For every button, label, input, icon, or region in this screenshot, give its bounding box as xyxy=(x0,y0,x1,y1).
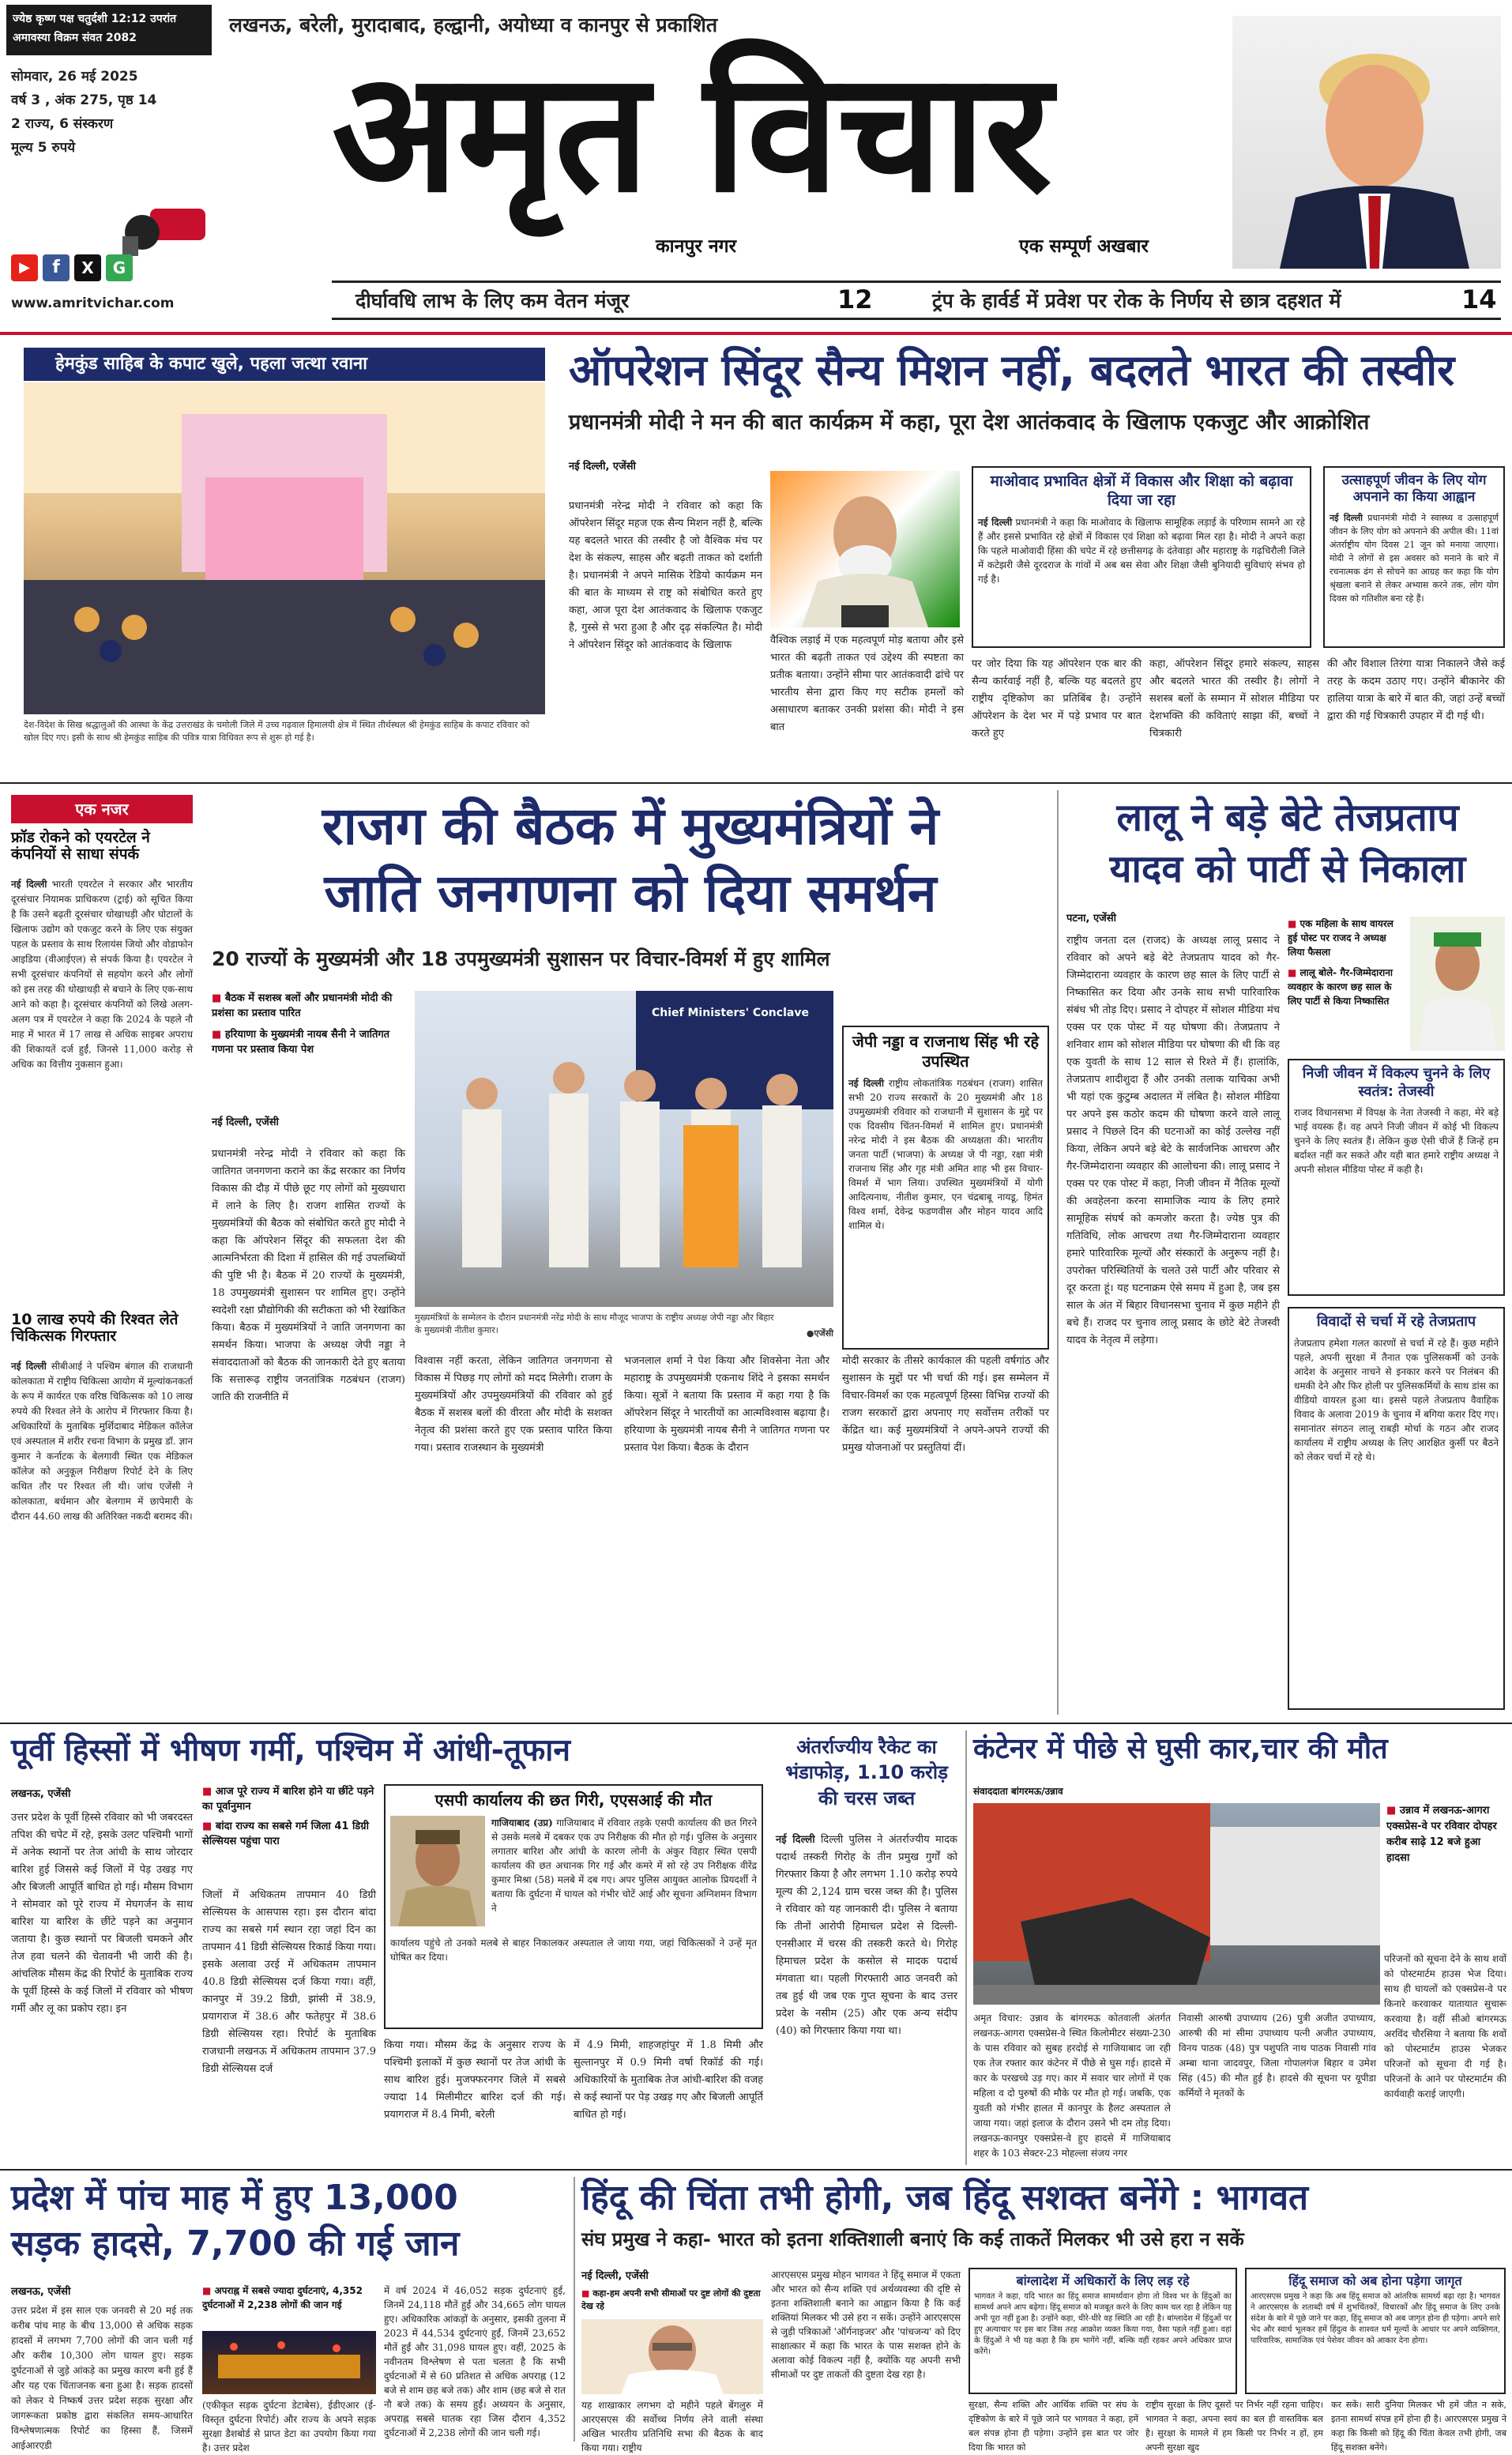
container-dateline: संवाददाता बांगरमऊ/उन्नाव xyxy=(973,1786,1063,1797)
bangladesh-body: भागवत ने कहा, यदि भारत का हिंदू समाज सामर्थ्यवान होगा तो विश्व भर के हिंदुओं का सामर्थ्य अपने आप बढ़ेगा। हिंदू समाज को मजबूत करने के लिए काम चल रहा है लेकिन यह अभी पूरा नहीं हुआ है। उन्होंने कहा, धीरे-धीरे वह स्थिति आ रही है। बांग्लादेश में हिंदुओं पर हुए अत्याचार पर इस बार जिस तरह आक्रोश व्यक्त किया गया, वैसा पहले नहीं हुआ। वहां के हिंदुओं ने भी यह कहा है कि हम भागेंगे नहीं, बल्कि वहीं रहकर अपने अधिकार प्राप्त करेंगे। xyxy=(974,2292,1232,2356)
ek-nazar-item2-title: 10 लाख रुपये की रिश्वत लेते चिकित्सक गिरफ्तार xyxy=(11,1311,179,1345)
container-photo xyxy=(973,1803,1380,2005)
yoga-title: उत्साहपूर्ण जीवन के लिए योग अपनाने का किया आह्वान xyxy=(1341,473,1487,506)
lead-col-1: प्रधानमंत्री नरेन्द्र मोदी ने रविवार को कहा कि ऑपरेशन सिंदूर महज एक सैन्य मिशन नहीं है, बल्कि यह बदलते भारत की तस्वीर है जो वैश्विक मंच पर देश के संकल्प, साहस और बढ़ती ताकत को दर्शाती है। प्रधानमंत्री ने अपने मासिक रेडियो कार्यक्रम मन की बात के माध्यम से राष्ट्र को संबोधित करते हुए कहा, आज पूरा देश आतंकवाद के खिलाफ एकजुट है, गुस्से से भरा हुआ है और दृढ़ संकल्पित है। मोदी ने ऑपरेशन सिंदूर को आतंकवाद के खिलाफ xyxy=(569,500,762,651)
date-info xyxy=(11,65,216,168)
nadda-dateline: नई दिल्ली xyxy=(848,1078,884,1089)
tejashwi-body: राजद विधानसभा में विपक्ष के नेता तेजस्वी ने कहा, मेरे बड़े भाई वयस्क हैं। वह अपने निजी जीवन में कोई भी विकल्प चुनने के लिए स्वतंत्र हैं। लेकिन कुछ ऐसी चीजें हैं जिन्हें हम बर्दाश्त नहीं कर सकते और यही बात हमारे राष्ट्रीय अध्यक्ष ने अपनी सोशल मीडिया पोस्ट में कही है। xyxy=(1294,1107,1499,1175)
sp-office-body-2: कार्यालय पहुंचे तो उनको मलबे से बाहर निकालकर अस्पताल ले जाया गया, जहां चिकित्सकों ने उन्हें मृत घोषित कर दिया। xyxy=(390,1937,757,1963)
sp-office-box xyxy=(384,1784,763,2029)
teaser-1[interactable]: दीर्घावधि लाभ के लिए कम वेतन मंजूर xyxy=(355,289,630,312)
controversy-body: तेजप्रताप हमेशा गलत कारणों से चर्चा में रहे हैं। कुछ महीने पहले, अपनी सुरक्षा में तैनात एक पुलिसकर्मी को उनके आदेश के अनुसार नाचने से इनकार करने पर निलंबन की धमकी देने और फिर होली पर पुलिसकर्मियों के साथ डांस का वीडियो वायरल हुआ था। इससे पहले तेजप्रताप वैवाहिक विवाद के अलावा 2019 के चुनाव में बगिया करार दिए गए। समानांतर संगठन लालू राबड़ी मोर्चा के गठन और राजद कार्यालय में राष्ट्रीय अध्यक्ष के लिए आरक्षित कुर्सी पर बैठने को लेकर चर्चा में रहे थे। xyxy=(1294,1337,1499,1463)
hemkund-caption: देश-विदेश के सिख श्रद्धालुओं की आस्था के केंद्र उत्तराखंड के चमोली जिले में उच्च गढ़वाल हिमालयी क्षेत्र में स्थित तीर्थस्थल श्री हेमकुंड साहिब के कपाट रविवार को खोल दिए गए। इसी के साथ श्री हेमकुंड साहिब की पवित्र यात्रा विधिवत रूप से शुरू हो गई है। xyxy=(24,720,530,743)
accidents-headline-2: सड़क हादसे, 7,700 की गई जान xyxy=(11,2223,460,2264)
rajag-bullet-1: ■ बैठक में सशस्त्र बलों और प्रधानमंत्री मोदी की प्रशंसा का प्रस्ताव पारित xyxy=(212,991,401,1021)
bhagwat-headline: हिंदू की चिंता तभी होगी, जब हिंदू सशक्त बनेंगे : भागवत xyxy=(581,2178,1309,2218)
states-line: 2 राज्य, 6 संस्करण xyxy=(11,116,114,132)
accidents-dateline: लखनऊ, एजेंसी xyxy=(11,2286,71,2298)
ek-nazar-item1-dateline: नई दिल्ली xyxy=(11,879,47,890)
rajag-headline-1: राजग की बैठक में मुख्यमंत्रियों ने xyxy=(322,796,939,857)
tejpratap-photo xyxy=(1410,917,1505,1051)
heat-bullet-1: ■ आज पूरे राज्य में बारिश होने या छींटे पड़ने का पूर्वानुमान xyxy=(202,1784,376,1814)
bhagwat-subhead: संघ प्रमुख ने कहा- भारत को इतना शक्तिशाली बनाएं कि कई ताकतें मिलकर भी उसे हरा न सकें xyxy=(581,2228,1244,2250)
rajag-headline-2: जाति जनगणना को दिया समर्थन xyxy=(324,863,937,924)
accidents-headline-1: प्रदेश में पांच माह में हुए 13,000 xyxy=(11,2178,458,2218)
lalu-dateline: पटना, एजेंसी xyxy=(1066,913,1116,924)
panchang-box xyxy=(6,5,212,55)
teaser-1-page: 12 xyxy=(837,284,873,314)
nadda-title: जेपी नड्डा व राजनाथ सिंह भी रहे उपस्थित xyxy=(852,1032,1040,1071)
teaser-2-page: 14 xyxy=(1461,284,1497,314)
facebook-icon[interactable]: f xyxy=(43,254,70,281)
heat-dateline: लखनऊ, एजेंसी xyxy=(11,1788,71,1800)
hindu-samaj-title: हिंदू समाज को अब होना पड़ेगा जागृत xyxy=(1288,2273,1462,2288)
rajag-col-4: मोदी सरकार के तीसरे कार्यकाल की पहली वर्षगांठ और सुशासन के मुद्दों पर भी चर्चा की गई। इस सम्मेलन में विचार-विमर्श का एक महत्वपूर्ण हिस्सा विभिन्न राज्यों की राजग सरकारों द्वारा अपनाए गए सर्वोत्तम तरीकों पर केंद्रित था। कई मुख्यमंत्रियों ने अपने-अपने राज्यों की प्रमुख योजनाओं पर प्रस्तुतियां दीं। xyxy=(842,1355,1049,1454)
nadda-body: राष्ट्रीय लोकतांत्रिक गठबंधन (राजग) शासित सभी 20 राज्य सरकारों के 20 मुख्यमंत्री और 18 उपमुख्यमंत्री रविवार को राजधानी में सुशासन के मुद्दे पर एक दिवसीय चिंतन-विमर्श में शामिल हुए। प्रधानमंत्री नरेन्द्र मोदी ने इस बैठक की अध्यक्षता की। भारतीय जनता पार्टी (भाजपा) के अध्यक्ष जे पी नड्डा, रक्षा मंत्री राजनाथ सिंह और गृह मंत्री अमित शाह भी इस विचार-विमर्श में भाग लिया। उपस्थित मुख्यमंत्रियों में योगी आदित्यनाथ, नीतीश कुमार, एन चंद्रबाबू नायडू, हिमंत विश्व शर्मा, देवेन्द्र फडणवीस और मोहन यादव आदि शामिल थे। xyxy=(848,1078,1043,1231)
rajag-photo-credit: ●एजेंसी xyxy=(806,1328,833,1339)
website-url[interactable]: www.amritvichar.com xyxy=(11,296,175,311)
rajag-col-1: प्रधानमंत्री नरेन्द्र मोदी ने रविवार को कहा कि जातिगत जनगणना कराने का केंद्र सरकार का निर्णय विकास की दौड़ में पीछे छूट गए लोगों को मुख्यधारा में लाने के लिए है। राजग शासित राज्यों के मुख्यमंत्रियों की बैठक को संबोधित करते हुए मोदी ने कहा कि ऑपरेशन सिंदूर की सफलता देश की आत्मनिर्भरता की दिशा में हासिल की गई उपलब्धियों की पुष्टि भी है। बैठक में 20 राज्यों के मुख्यमंत्री, 18 उपमुख्यमंत्री सुशासन पर शामिल हुए। उन्होंने स्वदेशी रक्षा प्रौद्योगिकी की सटीकता को भी रेखांकित किया। बैठक में मुख्यमंत्रियों ने जाति जनगणना का समर्थन किया। भाजपा के अध्यक्ष जेपी नड्डा ने संवाददाताओं को बैठक की जानकारी देते हुए बताया कि सत्तारूढ़ राष्ट्रीय जनतांत्रिक गठबंधन (राजग) जाति की राजनीति में xyxy=(212,1148,405,1403)
tejashwi-box xyxy=(1288,1059,1505,1296)
hindu-samaj-box xyxy=(1245,2268,1506,2394)
maoist-body: प्रधानमंत्री ने कहा कि माओवाद के खिलाफ सामूहिक लड़ाई के परिणाम सामने आ रहे हैं और इससे प्रभावित रहे क्षेत्रों में विकास एवं शिक्षा को बढ़ावा मिल रहा है। मोदी ने अपने कहा कि पहले माओवादी हिंसा की चपेट में रहे छत्तीसगढ़ के दंतेवाड़ा और महाराष्ट्र के गढ़चिरौली जिले में कटेझरी जैसे दूरदराज के गांवों में अब बस सेवा और शिक्षा जैसी बुनियादी सुविधाएं संभव हो गई है। xyxy=(978,516,1305,585)
youtube-icon[interactable]: ▶ xyxy=(11,254,38,281)
ek-nazar-label: एक नजर xyxy=(11,795,193,823)
masthead-title: अमृत विचार xyxy=(332,34,1051,229)
hemkund-photo xyxy=(24,382,545,714)
maoist-box xyxy=(972,466,1311,648)
sp-office-photo xyxy=(390,1816,485,1926)
rajag-subhead: 20 राज्यों के मुख्यमंत्री और 18 उपमुख्यमंत्री सुशासन पर विचार-विमर्श में हुए शामिल xyxy=(212,947,830,970)
bhagwat-col-2: आरएसएस प्रमुख मोहन भागवत ने हिंदू समाज में एकता और भारत को सैन्य शक्ति एवं अर्थव्यवस्था की दृष्टि से इतना शक्तिशाली बनाने का आह्वान किया है कि कई शक्तियां मिलकर भी उसे हरा न सकें। उन्होंने आरएसएस से जुड़ी पत्रिकाओं 'ऑर्गनाइजर' और 'पांचजन्य' को दिए साक्षात्कार में कहा कि भारत के पास सशक्त होने के अलावा कोई विकल्प नहीं है, क्योंकि यह अपनी सभी सीमाओं पर दुष्ट ताकतों की दुष्टता देख रहा है। xyxy=(771,2269,961,2380)
rajag-bullet-2: ■ हरियाणा के मुख्यमंत्री नायब सैनी ने जातिगत गणना पर प्रस्ताव किया पेश xyxy=(212,1027,401,1057)
sp-office-title: एसपी कार्यालय की छत गिरी, एएसआई की मौत xyxy=(434,1790,713,1809)
modi-photo xyxy=(770,471,960,627)
date-line: सोमवार, 26 मई 2025 xyxy=(11,69,138,85)
city-label: कानपुर नगर xyxy=(656,236,736,257)
ek-nazar-item1-title: फ्रॉड रोकने को एयरटेल ने कंपनियों से साधा संपर्क xyxy=(11,829,150,863)
rajag-col-2: विश्वास नहीं करता, लेकिन जातिगत जनगणना से विकास में पिछड़ गए लोगों को मदद मिलेगी। राजग के मुख्यमंत्रियों और उपमुख्यमंत्रियों की रविवार को हुई बैठक में सशस्त्र बलों की वीरता और मोदी के सशक्त नेतृत्व की प्रशंसा करते हुए एक प्रस्ताव पारित किया गया। प्रस्ताव राजस्थान के मुख्यमंत्री xyxy=(415,1355,612,1454)
yoga-dateline: नई दिल्ली xyxy=(1330,512,1363,523)
yoga-body: प्रधानमंत्री मोदी ने स्वास्थ्य व उत्साहपूर्ण जीवन के लिए योग को अपनाने की अपील की। 11वां अंतर्राष्ट्रीय योग दिवस 21 जून को मनाया जाएगा। मोदी ने लोगों से इस अवसर को मनाने के बारे में रचनात्मक ढंग से सोचने का आग्रह कर कहा कि योग श्रृंखला बनाने से लेकर अभ्यास करने तक, लोग योग दिवस को गतिशील बना रहे हैं। xyxy=(1330,512,1499,604)
nadda-box xyxy=(842,1026,1049,1350)
yoga-box xyxy=(1323,466,1505,648)
bhagwat-dateline: नई दिल्ली, एजेंसी xyxy=(581,2270,649,2282)
rajag-photo xyxy=(415,991,833,1307)
rajag-photo-caption: मुख्यमंत्रियों के सम्मेलन के दौरान प्रधानमंत्री नरेंद्र मोदी के साथ मौजूद भाजपा के राष्ट्रीय अध्यक्ष जेपी नड्डा और बिहार के मुख्यमंत्री नीतीश कुमार। xyxy=(415,1312,774,1335)
heat-col-3: किया गया। मौसम केंद्र के अनुसार राज्य के पश्चिमी इलाकों में कुछ स्थानों पर तेज आंधी के साथ बारिश हुई। मुजफ्फरनगर जिले में सबसे ज्यादा 14 मिलीमीटर बारिश दर्ज की गई। प्रयागराज में 8.4 मिमी, बरेली xyxy=(384,2039,566,2121)
container-col-2: निवासी आरुषी उपाध्याय (26) पुत्री अजीत उपाध्याय, आरुषी की मां सीमा उपाध्याय पत्नी अजीत उपाध्याय, विनय पाठक (48) पुत्र पशुपति नाथ पाठक निवासी गांव अम्बा थाना जादवपुर, जिला गोपालगंज बिहार व उमेश सिंह (45) की मौत हुई है। हादसे की सूचना पर यूपीडा कर्मियों ने मृतकों के xyxy=(1179,2013,1376,2099)
lead-headline: ऑपरेशन सिंदूर सैन्य मिशन नहीं, बदलते भारत की तस्वीर xyxy=(569,345,1455,395)
bhagwat-bullet-1: ■ कहा-हम अपनी सभी सीमाओं पर दुष्ट लोगों की दुष्टता देख रहे xyxy=(581,2287,763,2313)
controversy-title: विवादों से चर्चा में रहे तेजप्रताप xyxy=(1316,1313,1476,1330)
masthead-tagline: एक सम्पूर्ण अखबार xyxy=(1019,236,1149,257)
mic-logo xyxy=(118,193,213,256)
controversy-box xyxy=(1288,1307,1505,1710)
hindu-samaj-body: आरएसएस प्रमुख ने कहा कि अब हिंदू समाज को आंतरिक सामर्थ्य बढ़ा रहा है। भागवत ने आरएसएस के शताब्दी वर्ष में शुभचिंतकों, विचारकों और हिंदू समाज के लिए उनके संदेश के बारे में पूछे जाने पर कहा, हिंदू समाज को अब जागृत होना ही पड़ेगा। अपने सारे भेद और स्वार्थ भूलकर हमें हिंदुत्व के शाश्वत धर्म मूल्यों के आधार पर अपने व्यक्तिगत, पारिवारिक, सामाजिक एवं पेशेवर जीवन को आकार देना होगा। xyxy=(1251,2292,1500,2345)
container-col-3: परिजनों को सूचना देने के साथ शवों को पोस्टमार्टम हाउस भेज दिया। साथ ही घायलों को एक्सप्रेस-वे पर किनारे करवाकर यातायात सुचारू करवाया है। वहीं सीओ बांगरमऊ अरविंद चौरसिया ने बताया कि शवों को पोस्टमार्टम हाउस भेजकर परिजनों को सूचना दी गई है। परिजनों के आने पर पोस्टमार्टम की कार्यवाही कराई जाएगी। xyxy=(1384,1953,1506,2099)
lalu-headline-1: लालू ने बड़े बेटे तेजप्रताप xyxy=(1116,796,1459,840)
accidents-col-2: (एकीकृत सड़क दुर्घटना डेटाबेस), ईडीएआर (ई-विस्तृत दुर्घटना रिपोर्ट) और राज्य के अपने सड़क सुरक्षा डैशबोर्ड से प्राप्त डेटा का उपयोग किया गया है। उत्तर प्रदेश xyxy=(202,2400,376,2453)
issue-line: वर्ष 3 , अंक 275, पृष्ठ 14 xyxy=(11,92,157,108)
racket-body: दिल्ली पुलिस ने अंतर्राज्यीय मादक पदार्थ तस्करी गिरोह के तीन प्रमुख गुर्गों को गिरफ्तार किया है और लगभग 1.10 करोड़ रुपये मूल्य की 2,124 ग्राम चरस जब्त की है। पुलिस ने रविवार को यह जानकारी दी। पुलिस ने बताया कि तीनों आरोपी हिमाचल प्रदेश से दिल्ली-एनसीआर में चरस की तस्करी करते थे। गिरोह हिमाचल प्रदेश के कसोल से मादक पदार्थ मंगवाता था। पहली गिरफ्तारी आठ जनवरी को तब हुई थी जब एक गुप्त सूचना के बाद उत्तर प्रदेश के नसीम (25) और एक अन्य संदीप (40) को गिरफ्तार किया गया था। xyxy=(776,1834,957,2037)
accidents-bullet-1: ■ अपराह्न में सबसे ज्यादा दुर्घटनाएं, 4,352 दुर्घटनाओं में 2,238 लोगों की जान गई xyxy=(202,2284,376,2312)
google-icon[interactable]: G xyxy=(106,254,133,281)
maoist-title: माओवाद प्रभावित क्षेत्रों में विकास और शिक्षा को बढ़ावा दिया जा रहा xyxy=(990,473,1293,509)
racket-dateline: नई दिल्ली xyxy=(776,1834,815,1846)
rajag-photo-label: Chief Ministers' Conclave xyxy=(652,1007,809,1019)
panchang-line-2: अमावस्या विक्रम संवत 2082 xyxy=(13,32,137,44)
bhagwat-photo xyxy=(581,2319,763,2394)
x-icon[interactable]: X xyxy=(74,254,101,281)
lead-col-3: पर जोर दिया कि यह ऑपरेशन एक बार की सैन्य कार्रवाई नहीं है, बल्कि यह बदलते हुए राष्ट्रीय दृष्टिकोण का प्रतिबिंब है। उन्होंने ऑपरेशन के देश भर में पड़े प्रभाव पर बात करते हुए xyxy=(972,658,1142,740)
heat-headline: पूर्वी हिस्सों में भीषण गर्मी, पश्चिम में आंधी-तूफान xyxy=(11,1733,571,1768)
price-line: मूल्य 5 रुपये xyxy=(11,140,76,156)
lead-col-5: की और विशाल तिरंगा यात्रा निकालने जैसे कई तरह के कदम उठाए गए। उन्होंने बीकानेर की हालिया यात्रा के बारे में बात की, जहां उन्हें बच्चों द्वारा की गई चित्रकारी उपहार में दी गई थी। xyxy=(1327,658,1505,722)
heat-col-2: जिलों में अधिकतम तापमान 40 डिग्री सेल्सियस के आसपास रहा। इस दौरान बांदा राज्य का सबसे गर्म स्थान रहा जहां दिन का तापमान 41 डिग्री सेल्सियस रिकार्ड किया गया। इसके अलावा उरई में अधिकतम तापमान 40.8 डिग्री सेल्सियस दर्ज किया गया। वहीं, कानपुर में 39.2 डिग्री, झांसी में 38.9, प्रयागराज में 38.6 और फतेहपुर में 38.6 डिग्री सेल्सियस रहा। रिपोर्ट के मुताबिक राजधानी लखनऊ में अधिकतम तापमान 37.9 डिग्री सेल्सियस दर्ज xyxy=(202,1889,376,2075)
bhagwat-col-4: राष्ट्रीय सुरक्षा के लिए दूसरों पर निर्भर नहीं रहना चाहिए। भागवत ने कहा, अपना स्वयं का बल ही वास्तविक बल है। सुरक्षा के मामले में हम किसी पर निर्भर न हों, हम अपनी सुरक्षा खुद xyxy=(1145,2400,1323,2453)
bhagwat-col-1: यह शाखाकार लगभग दो महीने पहले बेंगलुरु में आरएसएस की सर्वोच्च निर्णय लेने वाली संस्था अखिल भारतीय प्रतिनिधि सभा की बैठक के बाद किया गया। राष्ट्रीय xyxy=(581,2400,763,2453)
accident-photo xyxy=(202,2331,376,2394)
racket-headline: अंतर्राज्यीय रैकेट का भंडाफोड़, 1.10 करोड़ की चरस जब्त xyxy=(785,1736,948,1809)
panchang-line-1: ज्येष्ठ कृष्ण पक्ष चतुर्दशी 12:12 उपरांत xyxy=(13,13,177,25)
accidents-col-3: में वर्ष 2024 में 46,052 सड़क दुर्घटनाएं हुई, जिनमें 24,118 मौतें हुईं और 34,665 लोग घायल हुए। अधिकारिक आंकड़ों के अनुसार, इसकी तुलना में 2023 में 44,534 दुर्घटनाएं हुईं, जिनमें 23,652 मौतें हुईं और 31,098 घायल हुए। वहीं, 2025 के नवीनतम विश्लेषण से पता चलता है कि सभी दुर्घटनाओं में से 60 प्रतिशत से अधिक अपराह्न (12 बजे से शाम छह बजे तक) और शाम (छह बजे से रात नौ बजे तक) के समय हुईं। अध्ययन के अनुसार, अपराह्न सबसे घातक रहा जिस दौरान 4,352 दुर्घटनाओं में 2,238 लोगों की जान चली गई। xyxy=(384,2285,566,2438)
teaser-2[interactable]: ट्रंप के हार्वर्ड में प्रवेश पर रोक के निर्णय से छात्र दहशत में xyxy=(932,289,1341,312)
lalu-bullet-2: ■ लालू बोले- गैर-जिम्मेदाराना व्यवहार के कारण छह साल के लिए पार्टी से किया निष्कासित xyxy=(1288,966,1406,1008)
accidents-col-1: उत्तर प्रदेश में इस साल एक जनवरी से 20 मई तक करीब पांच माह के बीच 13,000 से अधिक सड़क हादसों में लगभग 7,700 लोगों की जान चली गई और करीब 10,300 लोग घायल हुए। सड़क दुर्घटनाओं से जुड़े आंकड़े का प्रमुख कारण बनी हुई हैं और यह एक चिंताजनक बना हुआ है। सड़क हादसों को लेकर ये निष्कर्ष उत्तर प्रदेश सड़क सुरक्षा और जागरूकता प्रकोष्ठ द्वारा संकलित समय-आधारित विश्लेषणात्मक रिपोर्ट का हिस्सा हैं, जिसमें आईआरएडी xyxy=(11,2305,193,2451)
tejashwi-title: निजी जीवन में विकल्प चुनने के लिए स्वतंत्र: तेजस्वी xyxy=(1302,1065,1491,1100)
maoist-dateline: नई दिल्ली xyxy=(978,516,1013,528)
sp-office-body: गाजियाबाद में रविवार तड़के एसपी कार्यालय की छत गिरने से उसके मलबे में दबकर एक उप निरीक्षक की मौत हो गई। पुलिस के अनुसार लगातार बारिश और आंधी के कारण लोनी के अंकुर विहार स्थित एसपी कार्यालय की छत अचानक गिर गई और कमरे में सो रहे उप निरीक्षक वीरेंद्र कुमार मिश्रा (58) मलबे में दब गए। अपर पुलिस आयुक्त आलोक प्रियदर्शी ने बताया कि दुर्घटना में घायल को गंभीर चोटें आई और सूचना अग्निशमन विभाग ने xyxy=(491,1817,757,1914)
masthead-portrait xyxy=(1232,16,1501,269)
heat-col-4: में 4.9 मिमी, शाहजहांपुर में 1.8 मिमी और सुल्तानपुर में 0.9 मिमी वर्षा रिकॉर्ड की गई। अधिकारियों के मुताबिक तेज आंधी-बारिश की वजह से कई स्थानों पर पेड़ उखड़ गए और बिजली आपूर्ति बाधित हो गई। xyxy=(574,2039,763,2121)
bangladesh-title: बांग्लादेश में अधिकारों के लिए लड़ रहे xyxy=(1016,2273,1190,2288)
editions-line: लखनऊ, बरेली, मुरादाबाद, हल्द्वानी, अयोध्या व कानपुर से प्रकाशित xyxy=(229,13,718,36)
heat-bullet-2: ■ बांदा राज्य का सबसे गर्म जिला 41 डिग्री सेल्सियस पहुंचा पारा xyxy=(202,1819,376,1849)
lalu-headline-2: यादव को पार्टी से निकाला xyxy=(1109,847,1466,891)
social-icons xyxy=(11,254,133,281)
container-side-note: ■ उन्नाव में लखनऊ-आगरा एक्सप्रेस-वे पर रविवार दोपहर करीब साढ़े 12 बजे हुआ हादसा xyxy=(1386,1803,1505,1866)
sp-office-dateline: गाजियाबाद (उप्र) xyxy=(491,1817,553,1828)
lead-dateline: नई दिल्ली, एजेंसी xyxy=(569,461,636,473)
lalu-body: राष्ट्रीय जनता दल (राजद) के अध्यक्ष लालू प्रसाद ने रविवार को अपने बड़े बेटे तेजप्रताप यादव को गैर-जिम्मेदाराना व्यवहार के कारण छह साल के लिए पार्टी से निष्कासित कर दिया और उनके साथ सभी पारिवारिक संबंध भी तोड़ दिए। प्रसाद ने दोपहर में सोशल मीडिया मंच एक्स पर एक पोस्ट में यह घोषणा की। तेजप्रताप ने शनिवार शाम को सोशल मीडिया पर घोषणा की थी कि वह एक युवती के साथ 12 साल से रिश्ते में हैं। हालांकि, तेजप्रताप शादीशुदा हैं और उनकी तलाक याचिका अभी भी यहां एक कुटुम्ब अदालत में लंबित है। सोशल मीडिया पर अपने इस कठोर कदम की घोषणा करने वाले लालू प्रसाद ने पिछले दिन की घटनाओं का कोई उल्लेख नहीं किया, लेकिन अपने बड़े बेटे के सार्वजनिक आचरण और गैर-जिम्मेदाराना व्यवहार की आलोचना की। लालू प्रसाद ने एक्स पर एक पोस्ट में कहा, निजी जीवन में नैतिक मूल्यों की अवहेलना करना सामाजिक न्याय के लिए हमारे सामूहिक संघर्ष को कमजोर करता है। ज्येष्ठ पुत्र की गतिविधि, लोक आचरण तथा गैर-जिम्मेदाराना व्यवहार हमारे पारिवारिक मूल्यों और संस्कारों के अनुरूप नहीं है। उपरोक्त परिस्थितियों के चलते उसे पार्टी और परिवार से दूर करता हूं। यह घटनाक्रम ऐसे समय में हुआ है, जब इस साल के अंत में बिहार विधानसभा चुनाव में कुछ महीने ही बचे हैं। राजद पर चुनाव लालू प्रसाद के छोटे बेटे तेजस्वी यादव के नेतृत्व में लड़ेगा। xyxy=(1066,935,1280,1346)
lalu-bullet-1: ■ एक महिला के साथ वायरल हुई पोस्ट पर राजद ने अध्यक्ष लिया फैसला xyxy=(1288,917,1406,959)
hemkund-heading: हेमकुंड साहिब के कपाट खुले, पहला जत्था रवाना xyxy=(24,348,545,381)
lead-subhead: प्रधानमंत्री मोदी ने मन की बात कार्यक्रम में कहा, पूरा देश आतंकवाद के खिलाफ एकजुट और आक्रोशित xyxy=(569,410,1370,435)
bhagwat-col-5: कर सकें। सारी दुनिया मिलकर भी हमें जीत न सके, इतना सामर्थ्य संपन्न हमें होना ही है। आरएसएस प्रमुख ने कहा कि किसी को हिंदू की चिंता केवल तभी होगी, जब हिंदू सशक्त बनेंगे। xyxy=(1331,2400,1506,2453)
lead-col-4: कहा, ऑपरेशन सिंदूर हमारे संकल्प, साहस और बदलते भारत की तस्वीर है। लोगों ने सशस्त्र बलों के सम्मान में सोशल मीडिया पर देशभक्ति की कविताएं साझा कीं, बच्चों ने चित्रकारी xyxy=(1149,658,1319,740)
ek-nazar-item1-body: भारती एयरटेल ने सरकार और भारतीय दूरसंचार नियामक प्राधिकरण (ट्राई) को सूचित किया है कि उसने बढ़ती दूरसंचार धोखाधड़ी और घोटालों के खिलाफ उद्योग को एकजुट करने के लिए एक संयुक्त पहल के प्रस्ताव के साथ रिलायंस जियो और वोडाफोन आइडिया (वीआईएल) से संपर्क किया है। एयरटेल ने सभी दूरसंचार कंपनियों से सहयोग करने और लोगों को इस तरह की धोखाधड़ी से बचाने के लिए एक-साथ आने को कहा है। दूरसंचार कंपनियों को लिखे अलग-अलग पत्र में एयरटेल ने कहा कि 2024 के पहले नौ माह में भारत में 17 लाख से अधिक साइबर अपराध की शिकायतें दर्ज हुईं, जिनसे 11,000 करोड़ से अधिक का वित्तीय नुकसान हुआ। xyxy=(11,879,193,1070)
bangladesh-box xyxy=(969,2268,1237,2394)
bhagwat-col-3: सुरक्षा, सैन्य शक्ति और आर्थिक शक्ति पर संघ के दृष्टिकोण के बारे में पूछे जाने पर भागवत ने कहा, हमें बल संपन्न होना ही पड़ेगा। उन्होंने इस बात पर जोर दिया कि भारत को xyxy=(969,2400,1138,2453)
ek-nazar-item2-body: सीबीआई ने पश्चिम बंगाल की राजधानी कोलकाता में राष्ट्रीय चिकित्सा आयोग में मूल्यांकनकर्ता के रूप में कार्यरत एक वरिष्ठ चिकित्सक को 10 लाख रुपये की रिश्वत लेने के आरोप में गिरफ्तार किया है। अधिकारियों के मुताबिक मुर्शिदाबाद मेडिकल कॉलेज एवं अस्पताल में शरीर रचना विभाग के प्रमुख डॉ. ज्ञान कुमार ने कर्नाटक के बेलगावी स्थित एक मेडिकल कॉलेज को अनुकूल निरीक्षण रिपोर्ट देने के लिए कथित तौर पर रिश्वत ली थी। जांच एजेंसी ने कोलकाता, बर्धमान और बेलगाम में छापेमारी के दौरान 44.60 लाख की अतिरिक्त नकदी बरामद की। xyxy=(11,1361,193,1522)
rajag-dateline: नई दिल्ली, एजेंसी xyxy=(212,1116,279,1128)
container-headline: कंटेनर में पीछे से घुसी कार,चार की मौत xyxy=(973,1733,1388,1765)
heat-col-1: उत्तर प्रदेश के पूर्वी हिस्से रविवार को भी जबरदस्त तपिश की चपेट में रहे, इसके उलट पश्चिमी भागों में अनेक स्थानों पर तेज आंधी के साथ जोरदार बारिश हुई जिससे कई जिलों में पेड़ उखड़ गए और बिजली आपूर्ति बाधित हो गई। मौसम विभाग ने सोमवार को पूरे राज्य में मेघगर्जन के साथ बारिश या बारिश के छींटे पड़ने का अनुमान जताया है। कुछ स्थानों पर बिजली चमकने और तेज हवा चलने की चेतावनी भी जारी की है। आंचलिक मौसम केंद्र की रिपोर्ट के मुताबिक राज्य के पूर्वी हिस्से के कई जिलों में रविवार को भीषण गर्मी और लू का प्रकोप रहा। इन xyxy=(11,1812,193,2015)
ek-nazar-item2-dateline: नई दिल्ली xyxy=(11,1361,47,1372)
modi-photo-caption: वैश्विक लड़ाई में एक महत्वपूर्ण मोड़ बताया और इसे भारत की बढ़ती ताकत एवं उद्देश्य की स्पष्टता का प्रतीक बताया। उन्होंने सीमा पार आतंकवादी ढांचे पर भारतीय सेना द्वारा किए गए सटीक हमलों को असाधारण बताकर उनकी प्रशंसा की। मोदी ने इस बात xyxy=(770,634,964,733)
rajag-col-3: भजनलाल शर्मा ने पेश किया और शिवसेना नेता और महाराष्ट्र के उपमुख्यमंत्री एकनाथ शिंदे ने इसका समर्थन किया। सूत्रों ने बताया कि प्रस्ताव में कहा गया है कि ऑपरेशन सिंदूर ने भारतीयों का आत्मविश्वास बढ़ाया है। हरियाणा के मुख्यमंत्री नायब सैनी ने जातिगत गणना पर प्रस्ताव पेश किया। बैठक के दौरान xyxy=(624,1355,829,1454)
container-col-1: अमृत विचार: उन्नाव के बांगरमऊ कोतवाली अंतर्गत लखनऊ-आगरा एक्सप्रेस-वे स्थित किलोमीटर संख्या-230 के पास रविवार को सुबह हरदोई से गाजियाबाद जा रही एक तेज रफ्तार कार कंटेनर में पीछे से घुस गई। हादसे में कार के परखच्चे उड़ गए। कार में सवार चार लोगों में एक महिला व दो पुरुषों की मौके पर मौत हो गई। जबकि, एक युवती को गंभीर हालत में कानपुर के हैलट अस्पताल ले जाया गया। जहां इलाज के दौरान उसने भी दम तोड़ दिया। लखनऊ-कानपुर एक्सप्रेस-वे हुए हादसे में गाजियाबाद शहर के 103 सेक्टर-23 मोहल्ला संजय नगर xyxy=(973,2013,1171,2159)
